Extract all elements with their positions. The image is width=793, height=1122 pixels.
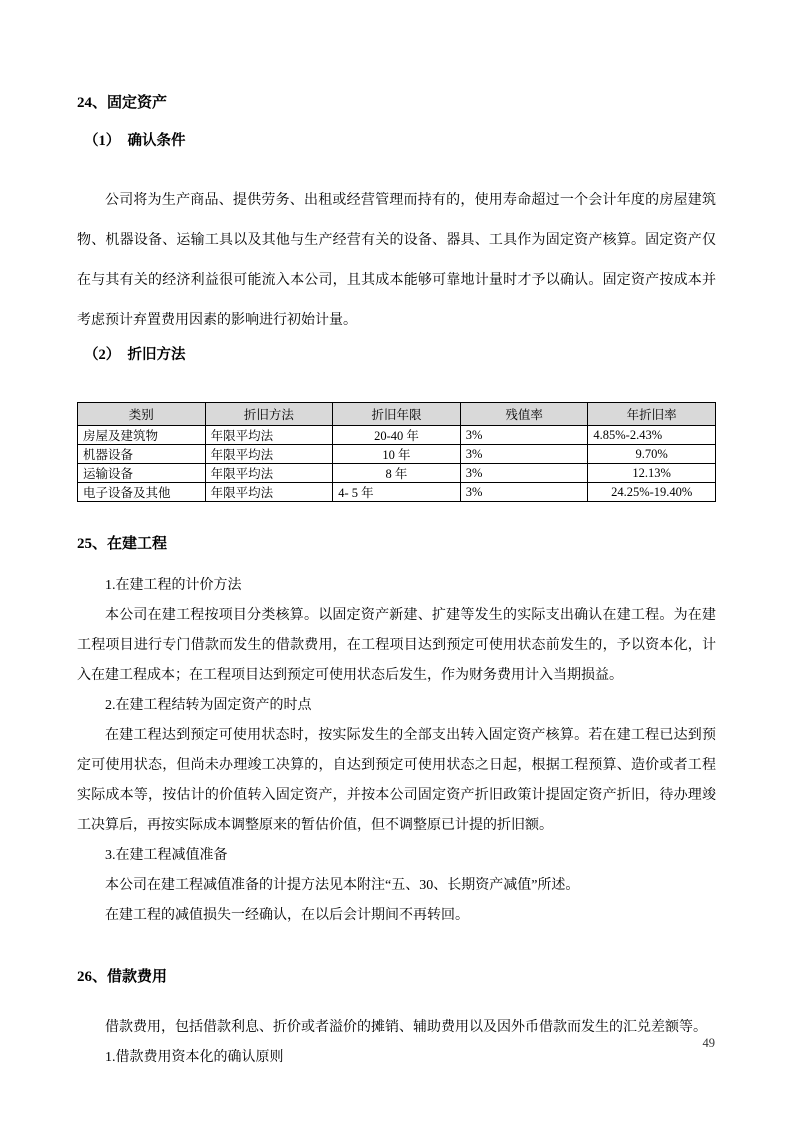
section-24-sub2-heading: （2） 折旧方法 xyxy=(84,347,186,363)
table-cell: 运输设备 xyxy=(78,464,206,483)
table-cell: 3% xyxy=(460,464,588,483)
section-24-sub1-heading: （1） 确认条件 xyxy=(84,133,186,149)
section-25-paragraph-1: 本公司在建工程按项目分类核算。以固定资产新建、扩建等发生的实际支出确认在建工程。为在建工程项目进行专门借款而发生的借款费用，在工程项目达到预定可使用状态前发生的，予以资本化，计入在建工程成本；在工程项目达到预定可使用状态后发生，作为财务费用计入当期损益。 xyxy=(77,608,716,683)
table-cell: 8 年 xyxy=(333,464,461,483)
table-cell: 电子设备及其他 xyxy=(78,483,206,502)
table-header-cell: 折旧年限 xyxy=(333,403,461,426)
page-number: 49 xyxy=(702,1036,715,1050)
table-cell: 年限平均法 xyxy=(205,464,333,483)
section-25-item-1: 1.在建工程的计价方法 xyxy=(105,578,242,593)
table-row xyxy=(78,464,716,483)
table-row xyxy=(78,426,716,445)
table-cell: 4- 5 年 xyxy=(333,483,461,502)
table-header-cell: 类别 xyxy=(78,403,206,426)
section-25-heading: 25、在建工程 xyxy=(77,536,168,552)
depreciation-table xyxy=(77,402,716,502)
table-header-row xyxy=(78,403,716,426)
table-row xyxy=(78,445,716,464)
table-row xyxy=(78,483,716,502)
section-26-item-1: 1.借款费用资本化的确认原则 xyxy=(105,1050,284,1065)
depreciation-table-head xyxy=(78,403,716,426)
section-25-paragraph-4: 在建工程的减值损失一经确认，在以后会计期间不再转回。 xyxy=(105,908,469,923)
table-cell: 3% xyxy=(460,483,588,502)
table-cell: 20-40 年 xyxy=(333,426,461,445)
section-25-paragraph-3: 本公司在建工程减值准备的计提方法见本附注“五、30、长期资产减值”所述。 xyxy=(105,878,580,893)
section-26-paragraph-1: 借款费用，包括借款利息、折价或者溢价的摊销、辅助费用以及因外币借款而发生的汇兑差额等。 xyxy=(105,1020,707,1035)
table-cell: 年限平均法 xyxy=(205,445,333,464)
table-cell: 机器设备 xyxy=(78,445,206,464)
depreciation-table-body xyxy=(78,426,716,502)
table-cell: 3% xyxy=(460,426,588,445)
table-cell: 房屋及建筑物 xyxy=(78,426,206,445)
table-cell: 9.70% xyxy=(588,445,716,464)
section-25-item-2: 2.在建工程结转为固定资产的时点 xyxy=(105,698,312,713)
table-header-cell: 年折旧率 xyxy=(588,403,716,426)
table-cell: 3% xyxy=(460,445,588,464)
table-cell: 24.25%-19.40% xyxy=(588,483,716,502)
table-cell: 12.13% xyxy=(588,464,716,483)
section-25-item-3: 3.在建工程减值准备 xyxy=(105,848,228,863)
section-26-heading: 26、借款费用 xyxy=(77,969,168,985)
table-header-cell: 折旧方法 xyxy=(205,403,333,426)
section-24-paragraph: 公司将为生产商品、提供劳务、出租或经营管理而持有的，使用寿命超过一个会计年度的房屋建筑物、机器设备、运输工具以及其他与生产经营有关的设备、器具、工具作为固定资产核算。固定资产仅在与其有关的经济利益很可能流入本公司，且其成本能够可靠地计量时才予以确认。固定资产按成本并考虑预计弃置费用因素的影响进行初始计量。 xyxy=(77,193,716,328)
section-24-heading: 24、固定资产 xyxy=(77,95,168,111)
table-cell: 10 年 xyxy=(333,445,461,464)
table-cell: 年限平均法 xyxy=(205,426,333,445)
section-25-paragraph-2: 在建工程达到预定可使用状态时，按实际发生的全部支出转入固定资产核算。若在建工程已达到预定可使用状态，但尚未办理竣工决算的，自达到预定可使用状态之日起，根据工程预算、造价或者工程实际成本等，按估计的价值转入固定资产，并按本公司固定资产折旧政策计提固定资产折旧，待办理竣工决算后，再按实际成本调整原来的暂估价值，但不调整原已计提的折旧额。 xyxy=(77,728,716,833)
table-cell: 年限平均法 xyxy=(205,483,333,502)
table-cell: 4.85%-2.43% xyxy=(588,426,716,445)
table-header-cell: 残值率 xyxy=(460,403,588,426)
